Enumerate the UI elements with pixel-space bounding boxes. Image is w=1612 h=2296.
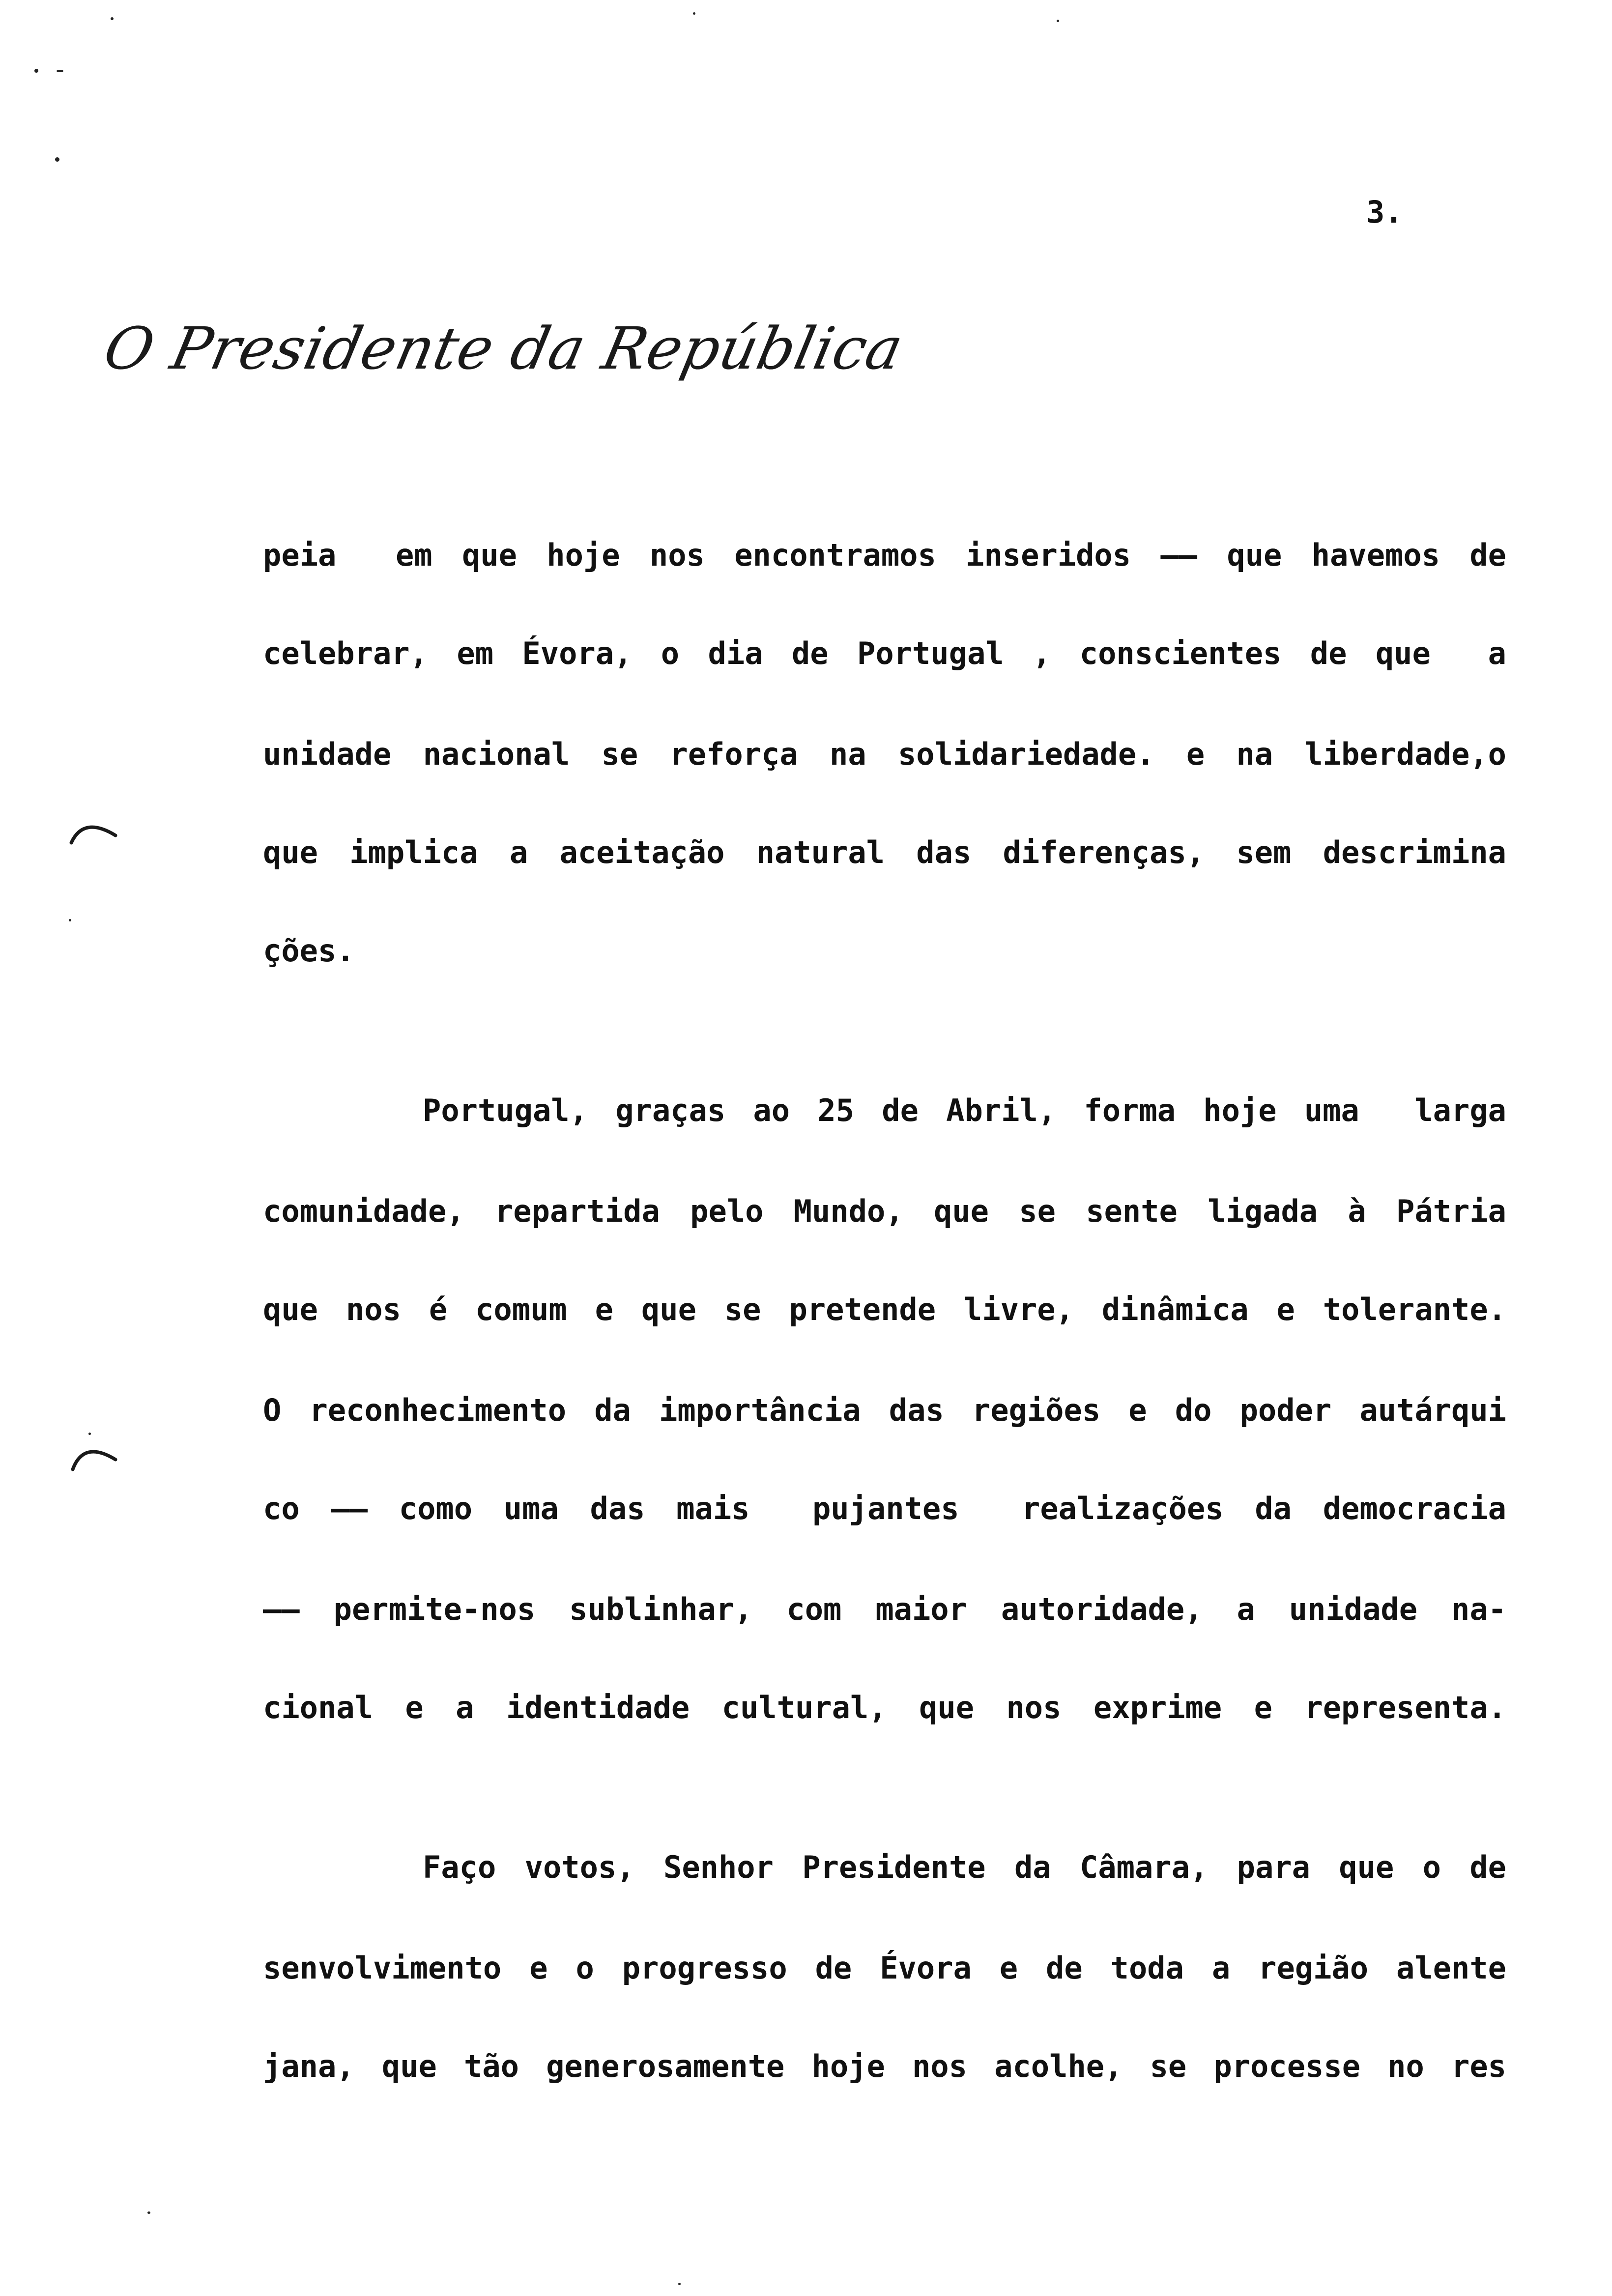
- scan-speck: [1057, 20, 1059, 22]
- punch-hole-mark: [64, 813, 123, 848]
- text-line: celebrar, em Évora, o dia de Portugal , conscientes de que a: [263, 635, 1506, 671]
- text-line: —— permite-nos sublinhar, com maior autoridade, a unidade na-: [263, 1591, 1506, 1627]
- text-line: peia em que hoje nos encontramos inseridos —— que havemos de: [263, 537, 1506, 573]
- text-line: que implica a aceitação natural das diferenças, sem descrimina: [263, 834, 1506, 870]
- scan-speck: [57, 70, 63, 72]
- text-line: Portugal, graças ao 25 de Abril, forma hoje uma larga: [423, 1092, 1506, 1128]
- text-line: co —— como uma das mais pujantes realizações da democracia: [263, 1491, 1506, 1526]
- text-line: comunidade, repartida pelo Mundo, que se sente ligada à Pátria: [263, 1193, 1506, 1229]
- text-line: unidade nacional se reforça na solidariedade. e na liberdade,o: [263, 736, 1506, 772]
- page-number: 3.: [1366, 194, 1403, 230]
- text-line: O reconhecimento da importância das regiões e do poder autárqui: [263, 1392, 1506, 1428]
- punch-hole-mark: [64, 1435, 123, 1474]
- text-line: ções.: [263, 933, 355, 969]
- scan-speck: [147, 2211, 150, 2214]
- scan-speck: [55, 157, 59, 162]
- text-line: cional e a identidade cultural, que nos exprime e representa.: [263, 1690, 1506, 1725]
- text-line: senvolvimento e o progresso de Évora e de toda a região alente: [263, 1950, 1506, 1986]
- scan-speck: [678, 2283, 681, 2285]
- scan-speck: [111, 17, 114, 20]
- scan-speck: [693, 12, 695, 15]
- letterhead-logo: O Presidente da República: [98, 315, 909, 382]
- scan-speck: [34, 69, 38, 73]
- scan-speck: [69, 919, 71, 921]
- text-line: Faço votos, Senhor Presidente da Câmara, para que o de: [423, 1849, 1506, 1885]
- text-line: que nos é comum e que se pretende livre, dinâmica e tolerante.: [263, 1292, 1506, 1327]
- text-line: jana, que tão generosamente hoje nos acolhe, se processe no res: [263, 2048, 1506, 2084]
